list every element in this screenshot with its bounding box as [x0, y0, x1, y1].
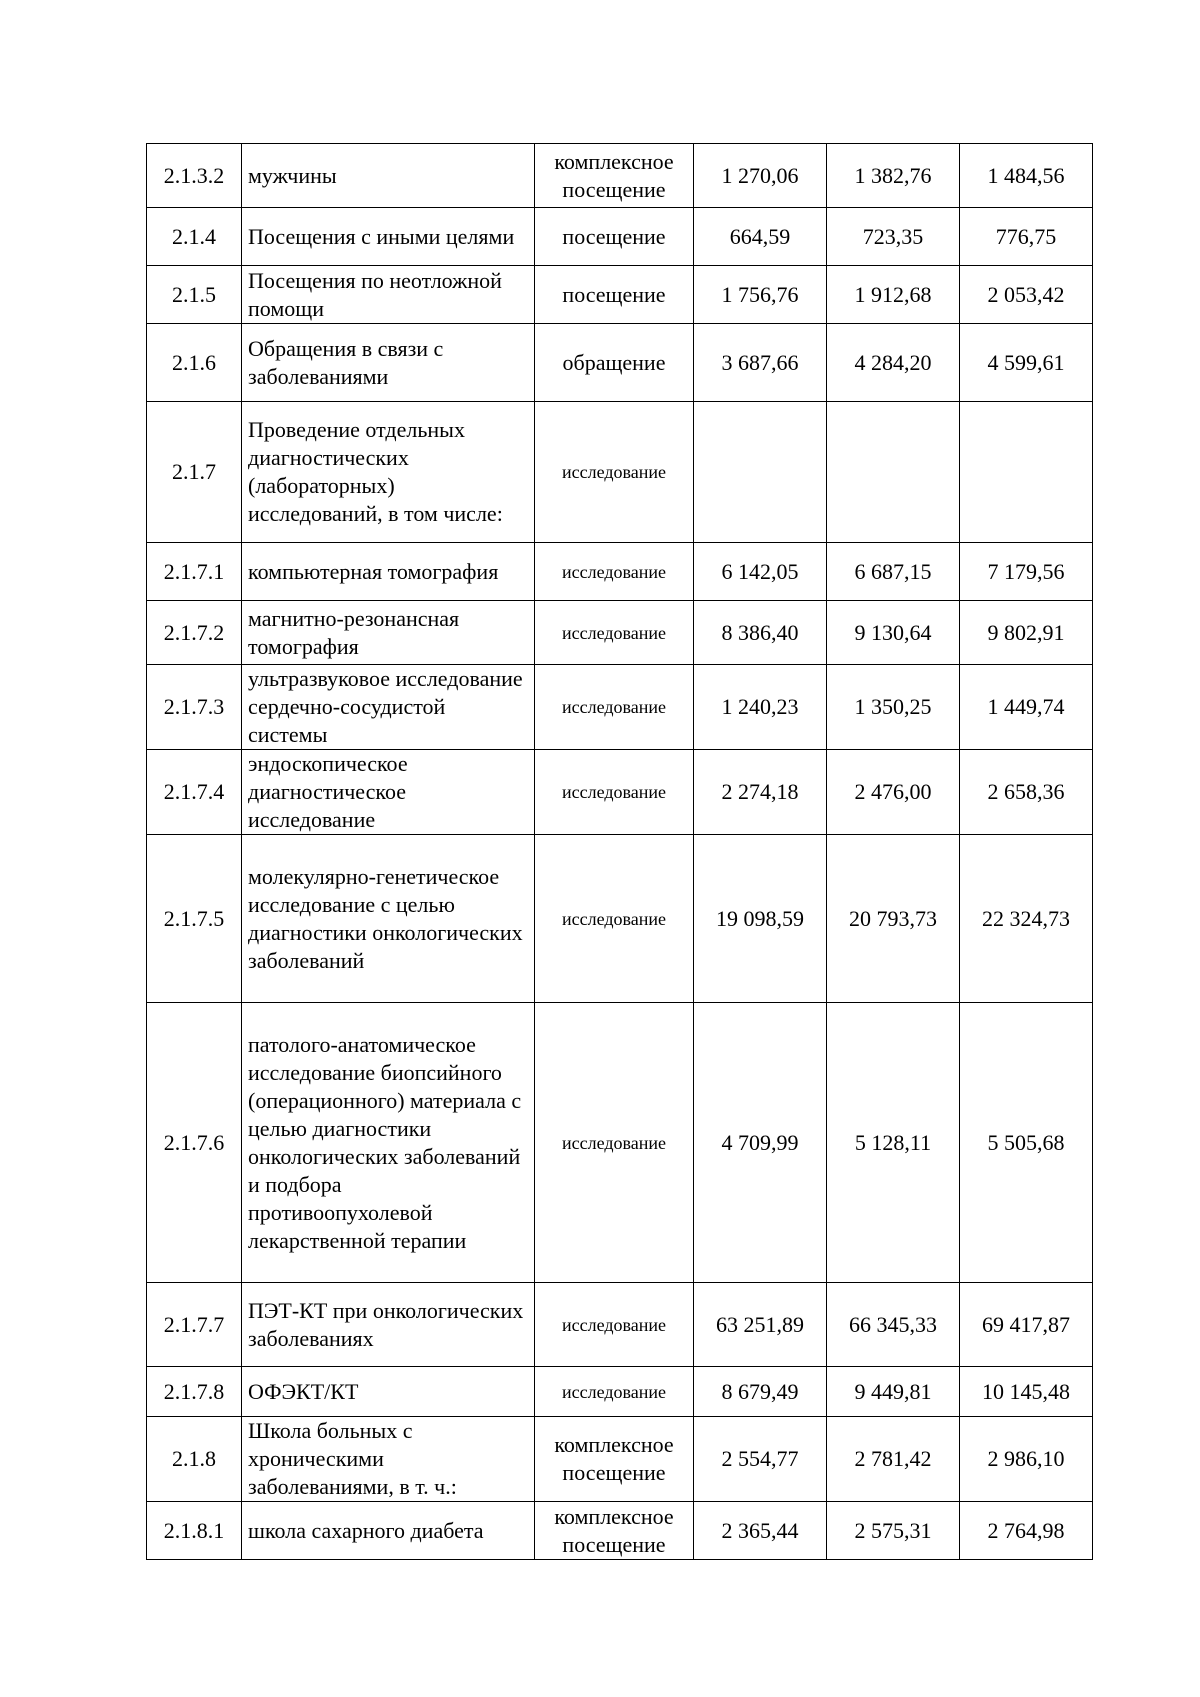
table-row — [147, 601, 1093, 665]
table-row — [147, 835, 1093, 1003]
row-unit: исследование — [535, 1003, 694, 1283]
row-code: 2.1.7.5 — [147, 835, 242, 1003]
row-unit: исследование — [535, 750, 694, 835]
row-code: 2.1.6 — [147, 324, 242, 402]
row-value-3: 1 484,56 — [960, 144, 1093, 208]
row-code: 2.1.3.2 — [147, 144, 242, 208]
row-value-2: 1 350,25 — [827, 665, 960, 750]
row-value-2: 2 781,42 — [827, 1417, 960, 1502]
row-code: 2.1.4 — [147, 208, 242, 266]
row-value-3: 22 324,73 — [960, 835, 1093, 1003]
row-value-1: 2 365,44 — [694, 1502, 827, 1560]
row-value-1: 1 240,23 — [694, 665, 827, 750]
row-value-3: 10 145,48 — [960, 1367, 1093, 1417]
row-code: 2.1.8.1 — [147, 1502, 242, 1560]
row-value-1: 1 756,76 — [694, 266, 827, 324]
row-value-2: 2 575,31 — [827, 1502, 960, 1560]
row-value-2: 9 130,64 — [827, 601, 960, 665]
table-row — [147, 266, 1093, 324]
row-name: ОФЭКТ/КТ — [242, 1367, 535, 1417]
row-value-1: 2 274,18 — [694, 750, 827, 835]
row-unit: исследование — [535, 543, 694, 601]
row-value-1: 19 098,59 — [694, 835, 827, 1003]
row-value-3: 2 658,36 — [960, 750, 1093, 835]
row-unit: исследование — [535, 1283, 694, 1367]
row-value-3: 9 802,91 — [960, 601, 1093, 665]
row-name: Обращения в связи с заболеваниями — [242, 324, 535, 402]
table-row — [147, 208, 1093, 266]
table-row — [147, 1283, 1093, 1367]
row-value-3: 7 179,56 — [960, 543, 1093, 601]
table-row — [147, 402, 1093, 543]
row-unit: обращение — [535, 324, 694, 402]
row-unit: комплексное посещение — [535, 1417, 694, 1502]
table-row — [147, 543, 1093, 601]
row-value-1: 664,59 — [694, 208, 827, 266]
row-name: Посещения по неотложной помощи — [242, 266, 535, 324]
table-row — [147, 1367, 1093, 1417]
row-code: 2.1.7.4 — [147, 750, 242, 835]
row-unit: исследование — [535, 1367, 694, 1417]
row-value-2: 6 687,15 — [827, 543, 960, 601]
row-code: 2.1.7 — [147, 402, 242, 543]
row-name: Школа больных с хроническими заболеваниями, в т. ч.: — [242, 1417, 535, 1502]
row-unit: посещение — [535, 208, 694, 266]
row-name: эндоскопическое диагностическое исследование — [242, 750, 535, 835]
row-unit: исследование — [535, 665, 694, 750]
row-value-2: 66 345,33 — [827, 1283, 960, 1367]
row-name: ультразвуковое исследование сердечно-сосудистой системы — [242, 665, 535, 750]
row-value-3: 2 053,42 — [960, 266, 1093, 324]
row-value-2: 723,35 — [827, 208, 960, 266]
row-name: Проведение отдельных диагностических (лабораторных) исследований, в том числе: — [242, 402, 535, 543]
row-unit: исследование — [535, 402, 694, 543]
table-row — [147, 1502, 1093, 1560]
row-name: компьютерная томография — [242, 543, 535, 601]
row-value-1: 63 251,89 — [694, 1283, 827, 1367]
table-row — [147, 1003, 1093, 1283]
row-code: 2.1.5 — [147, 266, 242, 324]
row-code: 2.1.7.2 — [147, 601, 242, 665]
row-name: Посещения с иными целями — [242, 208, 535, 266]
row-code: 2.1.7.3 — [147, 665, 242, 750]
row-code: 2.1.7.8 — [147, 1367, 242, 1417]
row-name: школа сахарного диабета — [242, 1502, 535, 1560]
row-value-3: 5 505,68 — [960, 1003, 1093, 1283]
row-code: 2.1.7.7 — [147, 1283, 242, 1367]
row-code: 2.1.8 — [147, 1417, 242, 1502]
row-value-2: 2 476,00 — [827, 750, 960, 835]
table-row — [147, 1417, 1093, 1502]
row-unit: комплексное посещение — [535, 144, 694, 208]
row-value-1: 2 554,77 — [694, 1417, 827, 1502]
row-value-1: 1 270,06 — [694, 144, 827, 208]
tariff-table — [146, 143, 1093, 1560]
row-value-2 — [827, 402, 960, 543]
row-value-2: 9 449,81 — [827, 1367, 960, 1417]
row-value-1: 3 687,66 — [694, 324, 827, 402]
table-row — [147, 324, 1093, 402]
row-value-2: 1 912,68 — [827, 266, 960, 324]
row-value-3: 4 599,61 — [960, 324, 1093, 402]
row-code: 2.1.7.6 — [147, 1003, 242, 1283]
row-value-1: 6 142,05 — [694, 543, 827, 601]
row-value-3: 1 449,74 — [960, 665, 1093, 750]
row-value-3: 2 986,10 — [960, 1417, 1093, 1502]
row-value-1: 8 679,49 — [694, 1367, 827, 1417]
row-value-3: 69 417,87 — [960, 1283, 1093, 1367]
table-row — [147, 750, 1093, 835]
row-name: мужчины — [242, 144, 535, 208]
table-row — [147, 144, 1093, 208]
row-name: ПЭТ-КТ при онкологических заболеваниях — [242, 1283, 535, 1367]
row-value-3 — [960, 402, 1093, 543]
row-unit: посещение — [535, 266, 694, 324]
row-unit: исследование — [535, 601, 694, 665]
row-value-2: 20 793,73 — [827, 835, 960, 1003]
row-value-3: 2 764,98 — [960, 1502, 1093, 1560]
row-unit: комплексное посещение — [535, 1502, 694, 1560]
row-value-1 — [694, 402, 827, 543]
row-value-1: 4 709,99 — [694, 1003, 827, 1283]
table-row — [147, 665, 1093, 750]
row-name: патолого-анатомическое исследование биопсийного (операционного) материала с целью диагностики онкологических заболеваний и подбора противоопухолевой лекарственной терапии — [242, 1003, 535, 1283]
row-value-1: 8 386,40 — [694, 601, 827, 665]
row-name: молекулярно-генетическое исследование с целью диагностики онкологических заболеваний — [242, 835, 535, 1003]
row-value-2: 1 382,76 — [827, 144, 960, 208]
row-value-2: 4 284,20 — [827, 324, 960, 402]
row-code: 2.1.7.1 — [147, 543, 242, 601]
row-unit: исследование — [535, 835, 694, 1003]
row-name: магнитно-резонансная томография — [242, 601, 535, 665]
row-value-2: 5 128,11 — [827, 1003, 960, 1283]
row-value-3: 776,75 — [960, 208, 1093, 266]
